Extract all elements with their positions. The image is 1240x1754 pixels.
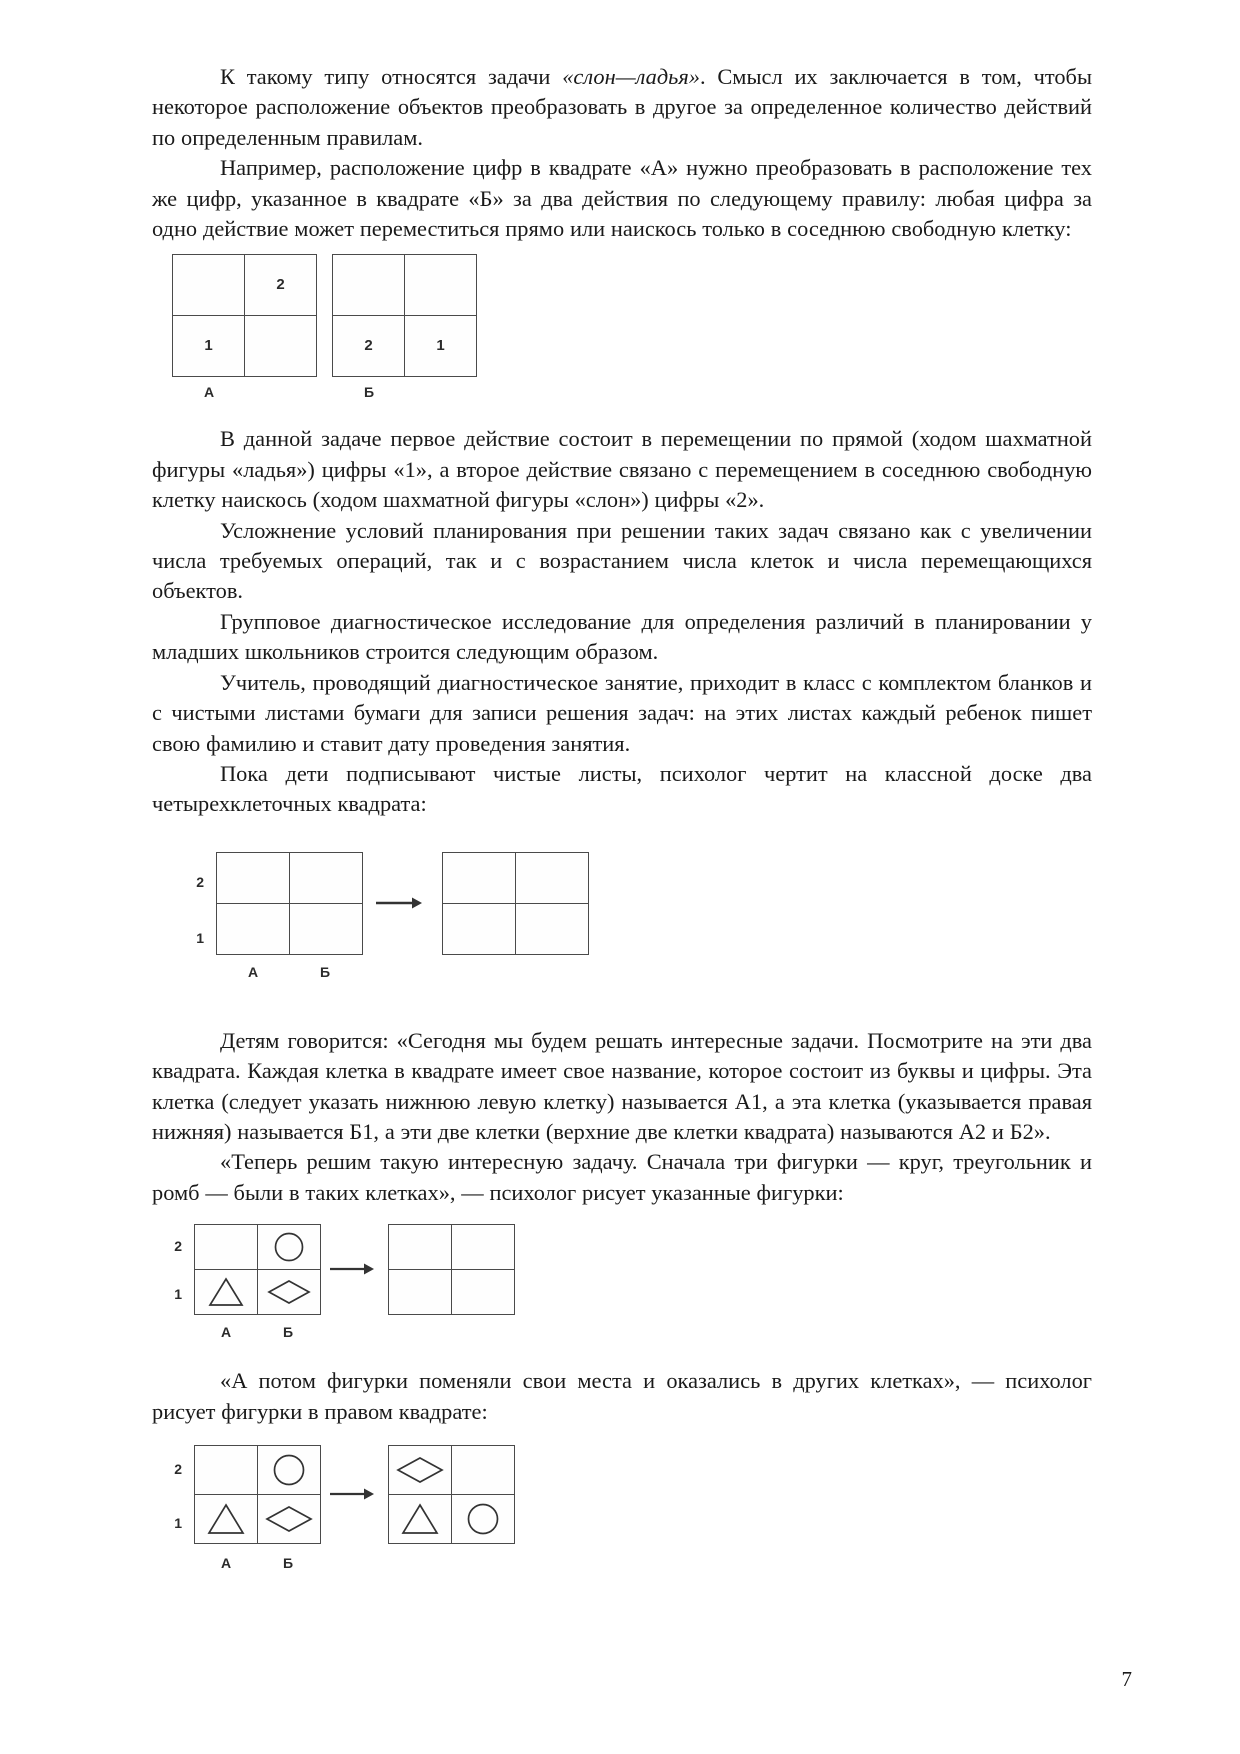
paragraph-9: «Теперь решим такую интересную задачу. Сначала три фигурки — круг, треугольник и ромб — были в таких клетках», — психолог рисует указанные фигурки: xyxy=(152,1149,1092,1205)
cell-a2 xyxy=(217,852,290,903)
arrow-right-icon xyxy=(376,896,422,915)
cell-a1-triangle xyxy=(195,1270,258,1315)
paragraph-7: Пока дети подписывают чистые листы, психолог чертит на классной доске два четырехклеточных квадрата: xyxy=(152,760,1092,817)
table-row xyxy=(389,1494,515,1543)
figure-2-empty-squares xyxy=(196,852,1092,1000)
cell-a1-triangle xyxy=(195,1494,258,1543)
grid-a xyxy=(172,254,317,377)
paragraph-1-italic-term: «слон—ладья» xyxy=(562,64,700,89)
cell-value: 2 xyxy=(276,276,285,294)
cell-b1 xyxy=(245,316,317,377)
cell-b1-diamond xyxy=(258,1270,321,1315)
table-row xyxy=(173,255,317,316)
cell-a1 xyxy=(217,903,290,954)
cell-b2 xyxy=(452,1225,515,1270)
figure-2-label-a: А xyxy=(247,963,259,980)
figure-3-label-b: Б xyxy=(282,1324,294,1341)
cell-b1-diamond xyxy=(258,1494,321,1543)
figure-1-digit-squares xyxy=(172,254,1092,406)
arrow-right-icon xyxy=(330,1487,374,1506)
grid-b xyxy=(388,1224,515,1315)
triangle-icon xyxy=(207,1276,245,1308)
cell-value: 1 xyxy=(204,337,213,355)
figure-3-shapes-initial xyxy=(172,1224,1092,1341)
table-row xyxy=(443,852,589,903)
cell-a1 xyxy=(333,316,405,377)
figure-4-row-label-1: 1 xyxy=(174,1514,182,1531)
cell-b1 xyxy=(290,903,363,954)
cell-a2 xyxy=(333,255,405,316)
table-row xyxy=(389,1270,515,1315)
cell-a2-diamond xyxy=(389,1445,452,1494)
cell-b1 xyxy=(452,1270,515,1315)
paragraph-6: Учитель, проводящий диагностическое занятие, приходит в класс с комплектом бланков и с чистыми листами бумаги для записи решения задач: на этих листах каждый ребенок пишет свою фамилию и ставит дату проведения занятия. xyxy=(152,669,1092,756)
cell-b2 xyxy=(245,255,317,316)
table-row xyxy=(389,1225,515,1270)
table-row xyxy=(217,903,363,954)
paragraph-8: Детям говорится: «Сегодня мы будем решать интересные задачи. Посмотрите на эти два квадрата. Каждая клетка в квадрате имеет свое название, которое состоит из буквы и цифры. Эта клетка (следует указать нижнюю левую клетку) называется А1, а эта клетка (указывается правая нижняя) называется Б1, а эти две клетки (верхние две клетки квадрата) называются А2 и Б2». xyxy=(152,1027,1092,1144)
figure-2-square-a xyxy=(216,852,363,980)
table-row xyxy=(389,1445,515,1494)
cell-b1 xyxy=(405,316,477,377)
diamond-icon xyxy=(396,1456,444,1484)
paragraph-1 xyxy=(152,62,1092,153)
figure-2-square-b xyxy=(442,852,589,955)
cell-a1 xyxy=(443,903,516,954)
figure-3-square-a xyxy=(194,1224,321,1341)
paragraph-3: В данной задаче первое действие состоит в перемещении по прямой (ходом шахматной фигуры «ладья») цифры «1», а второе действие связано с перемещением в соседнюю свободную клетку наискось (ходом шахматной фигуры «слон») цифры «2». xyxy=(152,426,1092,513)
circle-icon xyxy=(271,1452,307,1488)
cell-b2-circle xyxy=(258,1225,321,1270)
cell-a1 xyxy=(389,1270,452,1315)
figure-4-row-label-2: 2 xyxy=(174,1460,182,1477)
figure-4-square-b xyxy=(388,1445,515,1544)
paragraph-10: «А потом фигурки поменяли свои места и оказались в других клетках», — психолог рисует фигурки в правом квадрате: xyxy=(152,1368,1092,1424)
table-row xyxy=(195,1225,321,1270)
cell-b2 xyxy=(290,852,363,903)
figure-4-label-b: Б xyxy=(282,1554,294,1571)
cell-a2 xyxy=(173,255,245,316)
table-row xyxy=(195,1270,321,1315)
cell-b1-circle xyxy=(452,1494,515,1543)
grid-a xyxy=(216,852,363,955)
cell-a2 xyxy=(195,1445,258,1494)
triangle-icon xyxy=(206,1502,246,1536)
page-number: 7 xyxy=(1121,1667,1132,1691)
figure-3-square-b xyxy=(388,1224,515,1315)
cell-value: 1 xyxy=(436,337,445,355)
grid-a xyxy=(194,1445,321,1544)
table-row xyxy=(217,852,363,903)
grid-b xyxy=(332,254,477,377)
circle-icon xyxy=(465,1501,501,1537)
figure-4-square-a xyxy=(194,1445,321,1571)
paragraph-2: Например, расположение цифр в квадрате «А» нужно преобразовать в расположение тех же цифр, указанное в квадрате «Б» за два действия по следующему правилу: любая цифра за одно действие может переместиться прямо или наискось только в соседнюю свободную клетку: xyxy=(152,155,1092,242)
table-row xyxy=(173,316,317,377)
triangle-icon xyxy=(400,1502,440,1536)
figure-2-label-b: Б xyxy=(319,963,331,980)
figure-3-label-a: А xyxy=(220,1324,232,1341)
paragraph-1-part-b: . Смысл их заключается в том, чтобы некоторое расположение объектов преобразовать в другое за определенное количество действий по определенным правилам. xyxy=(152,64,1092,150)
cell-b1 xyxy=(516,903,589,954)
cell-b2 xyxy=(452,1445,515,1494)
diamond-icon xyxy=(265,1505,313,1533)
cell-b2-circle xyxy=(258,1445,321,1494)
figure-1-label-b: Б xyxy=(363,384,375,401)
cell-a1 xyxy=(173,316,245,377)
cell-b2 xyxy=(516,852,589,903)
paragraph-1-part-a: К такому типу относятся задачи xyxy=(220,64,563,89)
circle-icon xyxy=(272,1230,306,1264)
table-row xyxy=(195,1445,321,1494)
cell-a2 xyxy=(443,852,516,903)
table-row xyxy=(443,903,589,954)
figure-1-square-a xyxy=(172,254,317,401)
table-row xyxy=(333,255,477,316)
cell-a2 xyxy=(195,1225,258,1270)
figure-1-label-a: А xyxy=(203,384,215,401)
figure-2-row-label-2: 2 xyxy=(196,873,204,890)
table-row xyxy=(195,1494,321,1543)
diamond-icon xyxy=(267,1279,311,1305)
figure-1-square-b xyxy=(332,254,477,401)
paragraph-4: Усложнение условий планирования при решении таких задач связано как с увеличении числа требуемых операций, так и с возрастанием числа клеток и числа перемещающихся объектов. xyxy=(152,517,1092,604)
cell-b2 xyxy=(405,255,477,316)
grid-b xyxy=(442,852,589,955)
figure-4-label-a: А xyxy=(220,1554,232,1571)
grid-b xyxy=(388,1445,515,1544)
cell-a1-triangle xyxy=(389,1494,452,1543)
figure-3-row-label-1: 1 xyxy=(174,1286,182,1303)
figure-2-row-label-1: 1 xyxy=(196,929,204,946)
table-row xyxy=(333,316,477,377)
grid-a xyxy=(194,1224,321,1315)
cell-value: 2 xyxy=(364,337,373,355)
figure-4-shapes-swapped xyxy=(172,1445,1092,1581)
cell-a2 xyxy=(389,1225,452,1270)
arrow-right-icon xyxy=(330,1262,374,1281)
paragraph-5: Групповое диагностическое исследование для определения различий в планировании у младших школьников строится следующим образом. xyxy=(152,608,1092,665)
figure-3-row-label-2: 2 xyxy=(174,1238,182,1255)
